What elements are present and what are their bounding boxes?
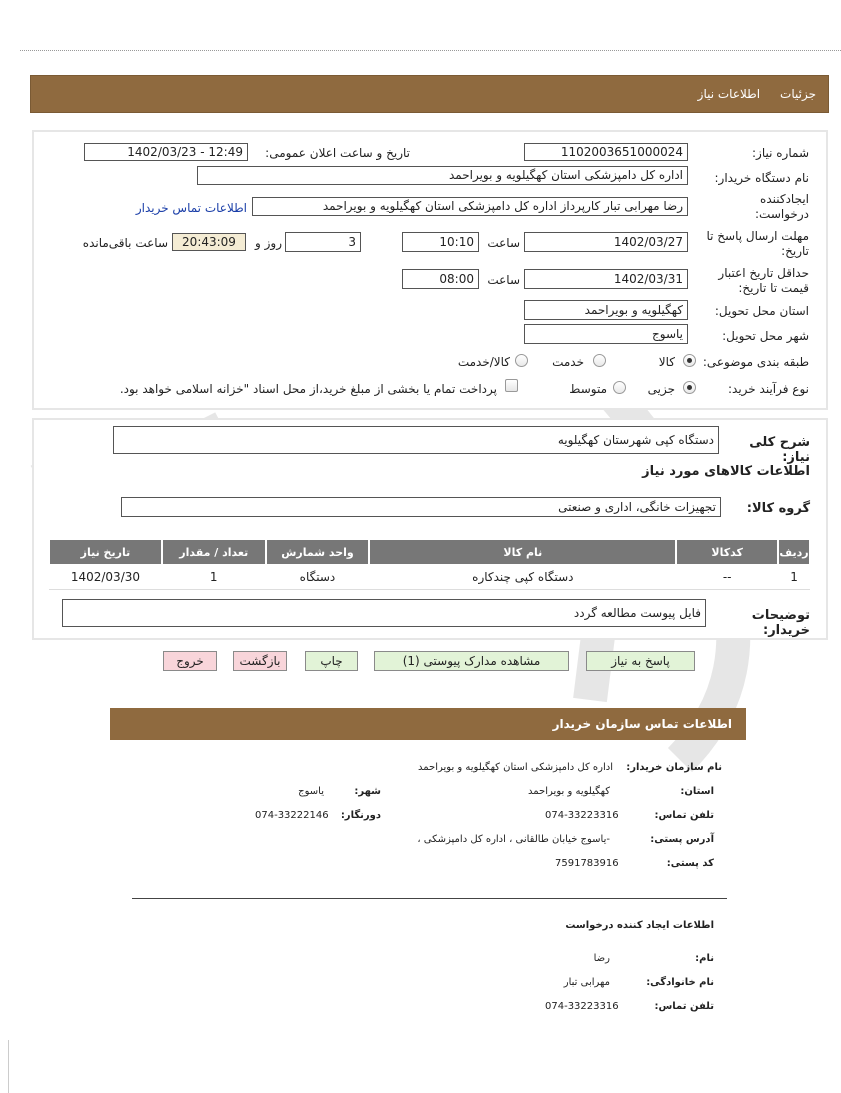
creator-name-value: رضا	[593, 953, 610, 964]
contact-province-label: استان:	[680, 786, 714, 797]
deadline-label	[699, 229, 809, 259]
deadline-date-field: 1402/03/27	[524, 232, 688, 252]
process-partial-label: جزیی	[647, 382, 675, 396]
cell-date: 1402/03/30	[49, 565, 162, 589]
items-table-header	[49, 539, 810, 565]
tab-need-info[interactable]: اطلاعات نیاز	[697, 87, 761, 101]
deadline-time-field: 10:10	[402, 232, 479, 252]
attachments-button[interactable]: مشاهده مدارک پیوستی (1)	[374, 651, 569, 671]
col-unit: واحد شمارش	[266, 539, 370, 565]
cell-unit: دستگاه	[266, 565, 370, 589]
announce-label: تاریخ و ساعت اعلان عمومی:	[265, 146, 410, 160]
col-date: تاریخ نیاز	[49, 539, 162, 565]
days-field: 3	[285, 232, 361, 252]
contact-phone-value: 074-33223316	[545, 810, 619, 821]
creator-name-label: نام:	[695, 953, 714, 964]
creator-phone-label: تلفن تماس:	[654, 1001, 714, 1012]
creator-label-line2: درخواست:	[755, 207, 809, 221]
general-desc-field: دستگاه کپی شهرستان کهگیلویه	[113, 426, 719, 454]
validity-label-line1: حداقل تاریخ اعتبار	[718, 266, 809, 280]
col-code: کدکالا	[676, 539, 778, 565]
validity-time-label: ساعت	[487, 273, 520, 287]
province-field: کهگیلویه و بویراحمد	[524, 300, 688, 320]
validity-time-field: 08:00	[402, 269, 479, 289]
contact-phone-label: تلفن تماس:	[654, 810, 714, 821]
contact-fax-label: دورنگار:	[340, 810, 381, 821]
back-button[interactable]: بازگشت	[233, 651, 287, 671]
buyer-notes-label: توضیحات خریدار:	[751, 608, 810, 638]
creator-label-line1: ایجادکننده	[760, 192, 809, 206]
table-row	[49, 565, 810, 589]
announce-field: 1402/03/23 - 12:49	[84, 143, 248, 161]
category-goods-label: کالا	[658, 355, 675, 369]
creator-family-label: نام خانوادگی:	[646, 977, 714, 988]
tab-details[interactable]: جزئیات	[780, 87, 816, 101]
items-table	[48, 538, 811, 590]
buyer-notes-field: فایل پیوست مطالعه گردد	[62, 599, 706, 627]
creator-info-title: اطلاعات ایجاد کننده درخواست	[565, 920, 714, 931]
buyer-org-field: اداره کل دامپزشکی استان کهگیلویه و بویراحمد	[197, 166, 688, 185]
cell-code: --	[676, 565, 778, 589]
process-medium-radio[interactable]	[613, 381, 626, 394]
contact-postal-value: 7591783916	[555, 858, 619, 869]
category-goods-service-label: کالا/خدمت	[457, 355, 510, 369]
header-bar	[30, 75, 829, 113]
cell-qty: 1	[162, 565, 266, 589]
cell-row: 1	[778, 565, 810, 589]
contact-title-bar: اطلاعات تماس سازمان خریدار	[110, 708, 746, 740]
creator-phone-value: 074-33223316	[545, 1001, 619, 1012]
province-label: استان محل تحویل:	[714, 304, 809, 318]
contact-address-value: -یاسوج خیابان طالقانی ، اداره کل دامپزشکی ،	[417, 834, 610, 845]
category-goods-radio[interactable]	[683, 354, 696, 367]
contact-org-value: اداره کل دامپزشکی استان کهگیلویه و بویراحمد	[417, 762, 613, 773]
city-field: یاسوج	[524, 324, 688, 344]
remaining-label: ساعت باقی‌مانده	[82, 236, 168, 250]
buyer-org-label: نام دستگاه خریدار:	[714, 171, 809, 185]
creator-field: رضا مهرابی تبار کارپرداز اداره کل دامپزشکی استان کهگیلویه و بویراحمد	[252, 197, 688, 216]
validity-label-line2: قیمت تا تاریخ:	[738, 281, 809, 295]
process-medium-label: متوسط	[569, 382, 607, 396]
process-label: نوع فرآیند خرید:	[728, 382, 809, 396]
contact-address-label: آدرس پستی:	[650, 834, 714, 845]
top-divider	[20, 50, 841, 51]
col-row: ردیف	[778, 539, 810, 565]
deadline-label-line1: مهلت ارسال پاسخ تا	[706, 229, 809, 243]
cell-name: دستگاه کپی چندکاره	[369, 565, 676, 589]
deadline-time-label: ساعت	[487, 236, 520, 250]
category-service-radio[interactable]	[593, 354, 606, 367]
buyer-contact-link[interactable]: اطلاعات تماس خریدار	[135, 201, 247, 215]
contact-postal-label: کد پستی:	[666, 858, 714, 869]
creator-family-value: مهرابی تبار	[563, 977, 610, 988]
category-goods-service-radio[interactable]	[515, 354, 528, 367]
general-desc-label: شرح کلی نیاز:	[749, 435, 810, 465]
creator-label	[699, 192, 809, 222]
payment-note: پرداخت تمام یا بخشی از مبلغ خرید،از محل اسناد "خزانه اسلامی خواهد بود.	[119, 382, 497, 396]
group-field: تجهیزات خانگی، اداری و صنعتی	[121, 497, 721, 517]
city-label: شهر محل تحویل:	[722, 329, 809, 343]
reply-button[interactable]: پاسخ به نیاز	[586, 651, 695, 671]
payment-checkbox[interactable]	[505, 379, 518, 392]
remaining-timer: 20:43:09	[172, 233, 246, 251]
group-label: گروه کالا:	[746, 501, 810, 516]
validity-label	[699, 266, 809, 296]
category-service-label: خدمت	[552, 355, 584, 369]
contact-province-value: کهگیلویه و بویراحمد	[528, 786, 610, 797]
left-edge-line	[8, 1040, 9, 1093]
contact-org-label: نام سازمان خریدار:	[626, 762, 722, 773]
goods-info-title: اطلاعات کالاهای مورد نیاز	[642, 464, 810, 479]
contact-fax-value: 074-33222146	[255, 810, 329, 821]
contact-city-value: یاسوج	[298, 786, 324, 797]
contact-divider	[132, 898, 727, 899]
deadline-label-line2: تاریخ:	[781, 244, 809, 258]
process-partial-radio[interactable]	[683, 381, 696, 394]
category-label: طبقه بندی موضوعی:	[702, 355, 809, 369]
validity-date-field: 1402/03/31	[524, 269, 688, 289]
exit-button[interactable]: خروج	[163, 651, 217, 671]
days-label: روز و	[255, 236, 282, 250]
print-button[interactable]: چاپ	[305, 651, 358, 671]
contact-city-label: شهر:	[354, 786, 381, 797]
need-number-label: شماره نیاز:	[752, 146, 809, 160]
need-number-field: 1102003651000024	[524, 143, 688, 161]
col-qty: تعداد / مقدار	[162, 539, 266, 565]
col-name: نام کالا	[369, 539, 676, 565]
